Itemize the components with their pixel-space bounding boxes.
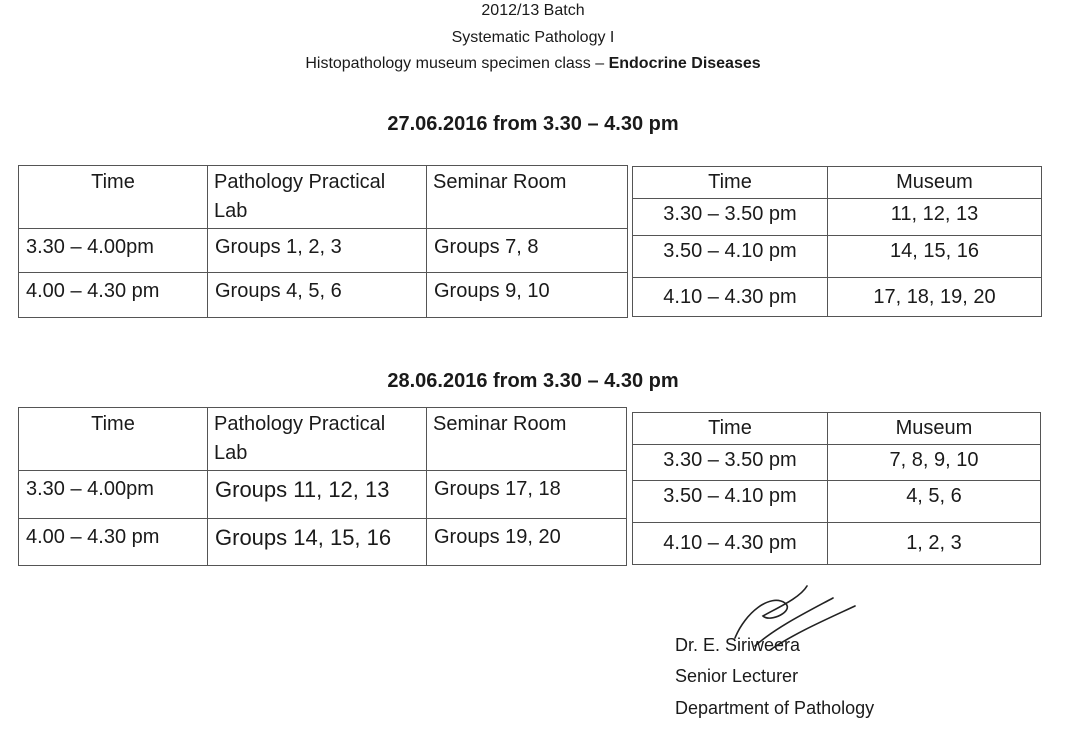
cell-lab: Groups 14, 15, 16 [208,519,427,566]
cell-museum: 11, 12, 13 [828,199,1042,236]
cell-museum: 4, 5, 6 [828,481,1041,523]
class-topic: Endocrine Diseases [608,55,761,72]
table-header-row [633,413,1041,445]
cell-museum: 1, 2, 3 [828,523,1041,565]
session-1-lab-table [18,165,628,318]
table-row [633,236,1042,278]
cell-museum: 14, 15, 16 [828,236,1042,278]
col-header-lab: Pathology Practical Lab [208,408,427,471]
col-header-museum: Museum [828,167,1042,199]
cell-time: 3.30 – 4.00pm [19,229,208,273]
table-row [19,519,627,566]
col-header-time: Time [19,408,208,471]
cell-lab: Groups 1, 2, 3 [208,229,427,273]
cell-seminar: Groups 9, 10 [427,273,628,318]
cell-time: 4.00 – 4.30 pm [19,519,208,566]
table-row [633,445,1041,481]
col-header-time: Time [633,167,828,199]
class-line [0,55,1066,73]
table-header-row [19,166,628,229]
cell-seminar: Groups 19, 20 [427,519,627,566]
course-line: Systematic Pathology I [451,29,615,46]
table-row [633,278,1042,317]
cell-museum: 7, 8, 9, 10 [828,445,1041,481]
session-2-date: 28.06.2016 from 3.30 – 4.30 pm [387,370,679,392]
session-2-museum-table [632,412,1041,565]
cell-seminar: Groups 7, 8 [427,229,628,273]
table-row [19,471,627,519]
table-row [19,229,628,273]
col-header-lab: Pathology Practical Lab [208,166,427,229]
col-header-time: Time [19,166,208,229]
col-header-seminar: Seminar Room [427,166,628,229]
col-header-time: Time [633,413,828,445]
signatory-title: Senior Lecturer [675,666,799,686]
cell-time: 3.30 – 3.50 pm [633,445,828,481]
table-row [633,199,1042,236]
session-2-lab-table [18,407,627,566]
cell-lab: Groups 4, 5, 6 [208,273,427,318]
table-row [19,273,628,318]
cell-time: 4.00 – 4.30 pm [19,273,208,318]
signatory-department: Department of Pathology [675,698,875,718]
col-header-seminar: Seminar Room [427,408,627,471]
cell-time: 4.10 – 4.30 pm [633,278,828,317]
session-1-museum-table [632,166,1042,317]
batch-line: 2012/13 Batch [481,2,585,19]
session-1-date: 27.06.2016 from 3.30 – 4.30 pm [387,113,679,135]
table-row [633,523,1041,565]
col-header-museum: Museum [828,413,1041,445]
signatory-name: Dr. E. Siriweera [675,635,801,655]
class-prefix: Histopathology museum specimen class – [305,55,609,72]
cell-time: 3.50 – 4.10 pm [633,481,828,523]
cell-time: 3.50 – 4.10 pm [633,236,828,278]
table-header-row [19,408,627,471]
cell-time: 3.30 – 3.50 pm [633,199,828,236]
cell-museum: 17, 18, 19, 20 [828,278,1042,317]
cell-seminar: Groups 17, 18 [427,471,627,519]
table-row [633,481,1041,523]
cell-time: 4.10 – 4.30 pm [633,523,828,565]
cell-lab: Groups 11, 12, 13 [208,471,427,519]
cell-time: 3.30 – 4.00pm [19,471,208,519]
table-header-row [633,167,1042,199]
